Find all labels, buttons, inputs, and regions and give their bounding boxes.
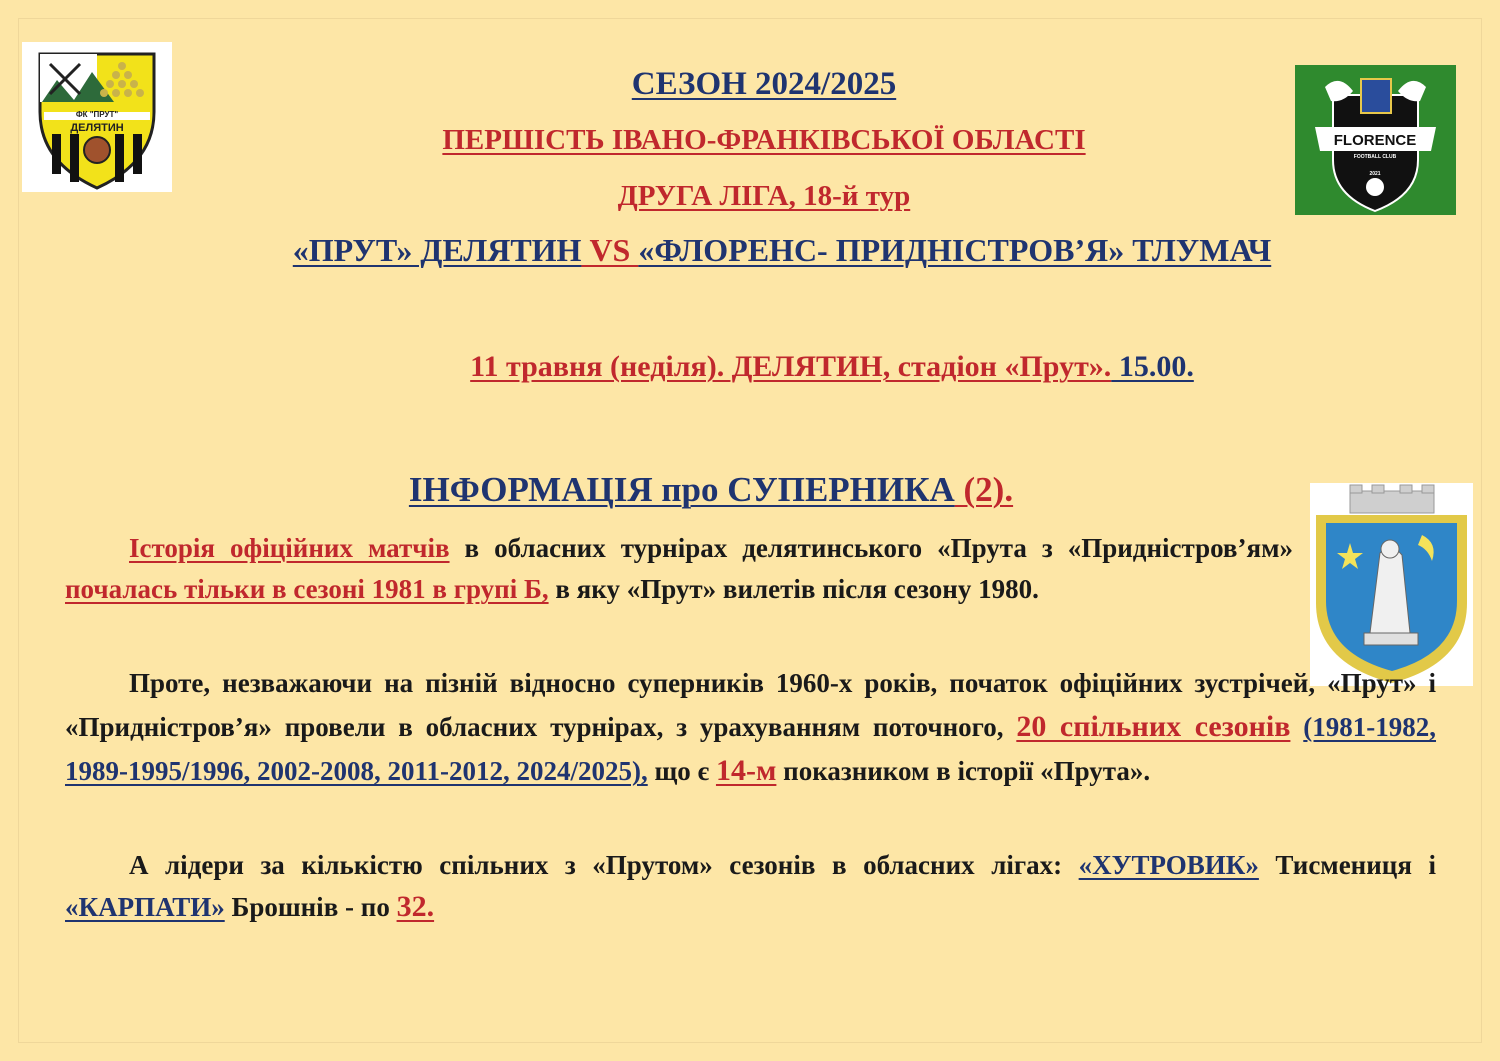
team-away: «ФЛОРЕНС- ПРИДНІСТРОВ’Я» ТЛУМАЧ	[638, 232, 1272, 268]
paragraph-seasons	[65, 662, 1436, 793]
info-title: ІНФОРМАЦІЯ про СУПЕРНИКА	[408, 470, 955, 509]
match-teams	[32, 232, 1500, 269]
prut-logo-text-top: ФК "ПРУТ"	[75, 110, 119, 119]
season-title	[14, 66, 1500, 103]
florence-logo-sub: FOOTBALL CLUB	[1353, 154, 1397, 160]
championship-title	[14, 124, 1500, 157]
florence-logo-name: FLORENCE	[1333, 132, 1417, 149]
p1-text-end: в яку «Прут» вилетів після сезону 1980.	[548, 574, 1039, 604]
prut-logo-text-bottom: ДЕЛЯТИН	[70, 122, 124, 134]
p3-team-khutrovyk: «ХУТРОВИК»	[1078, 850, 1259, 880]
p3-highlight-count: 32.	[396, 890, 435, 923]
p1-highlight-start: почалась тільки в сезоні 1981 в групі Б,	[65, 574, 549, 604]
p1-text: в обласних турнірах делятинського «Прута з «Придністров’ям»	[449, 533, 1293, 563]
match-details	[82, 350, 1500, 384]
p2-highlight-seasons-list: (1981-1982, 1989-1995/1996, 2002-2008, 2011-2012, 2024/2025),	[65, 712, 1437, 786]
vs-label: VS	[581, 232, 639, 268]
p3-text-mid: Тисмениця і	[1258, 850, 1437, 880]
info-part: (2).	[954, 470, 1014, 509]
p2-text: Проте, незважаючи на пізній відносно суперників 1960-х років, початок офіційних зустрічей, «Прут» і «Придністров’я» провели в обласних турнірах, з урахуванням поточного,	[65, 668, 1436, 742]
league-round-text: ДРУГА ЛІГА, 18-й тур	[617, 180, 911, 212]
team-home: «ПРУТ» ДЕЛЯТИН	[292, 232, 582, 268]
p2-highlight-seasons-count: 20 спільних сезонів	[1016, 710, 1291, 743]
paragraph-leaders	[65, 844, 1436, 928]
info-heading	[0, 470, 1461, 510]
paragraph-history	[65, 528, 1293, 610]
florence-logo-year: 2021	[1369, 171, 1381, 177]
tlumach-coat-of-arms	[1310, 483, 1473, 686]
season-text: СЕЗОН 2024/2025	[631, 66, 897, 102]
p2-text-end: показником в історії «Прута».	[776, 756, 1151, 786]
prut-club-logo	[22, 42, 172, 192]
p3-text-end: Брошнів - по	[224, 892, 397, 922]
league-round-title	[14, 180, 1500, 213]
championship-text: ПЕРШІСТЬ ІВАНО-ФРАНКІВСЬКОЇ ОБЛАСТІ	[442, 124, 1086, 156]
match-time: 15.00.	[1111, 350, 1194, 383]
match-date-venue: 11 травня (неділя). ДЕЛЯТИН, стадіон «Прут».	[470, 350, 1112, 383]
p2-text-mid: що є	[647, 756, 716, 786]
p3-team-karpaty: «КАРПАТИ»	[65, 892, 225, 922]
p2-highlight-rank: 14-м	[715, 754, 777, 787]
p1-highlight-history: Історія офіційних матчів	[129, 533, 450, 563]
p3-text: А лідери за кількістю спільних з «Прутом» сезонів в обласних лігах:	[129, 850, 1079, 880]
p2-space	[1290, 712, 1303, 742]
